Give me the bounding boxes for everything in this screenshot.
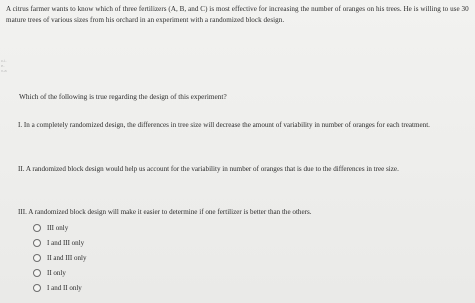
option-ii-and-iii-only[interactable] [33,250,86,265]
question-stem: A citrus farmer wants to know which of three fertilizers (A, B, and C) is most effective for increasing the number of oranges on his trees. He is willing to use 30 mature trees of various sizes from his orchard in an experiment with a randomized block design. [6,5,469,25]
radio-button-icon[interactable] [33,284,41,292]
statement-i: I. In a completely randomized design, the differences in tree size will decrease the amount of variability in number of oranges for each treatment. [18,121,430,129]
option-label: I and II only [47,283,82,292]
option-i-and-ii-only[interactable] [33,280,86,295]
option-ii-only[interactable] [33,265,86,280]
option-label: I and III only [47,238,85,247]
answer-options [33,220,86,295]
option-label: II only [47,268,66,277]
statement-ii: II. A randomized block design would help us account for the variability in number of oranges that is due to the differences in tree size. [18,165,399,173]
radio-button-icon[interactable] [33,239,41,247]
radio-button-icon[interactable] [33,269,41,277]
radio-button-icon[interactable] [33,254,41,262]
option-label: III only [47,223,69,232]
margin-watermark: c-i-e-v-a [1,58,7,73]
option-label: II and III only [47,253,87,262]
radio-button-icon[interactable] [33,224,41,232]
option-iii-only[interactable] [33,220,86,235]
option-i-and-iii-only[interactable] [33,235,86,250]
question-prompt: Which of the following is true regarding the design of this experiment? [19,92,227,101]
statement-iii: III. A randomized block design will make it easier to determine if one fertilizer is better than the others. [18,208,312,216]
